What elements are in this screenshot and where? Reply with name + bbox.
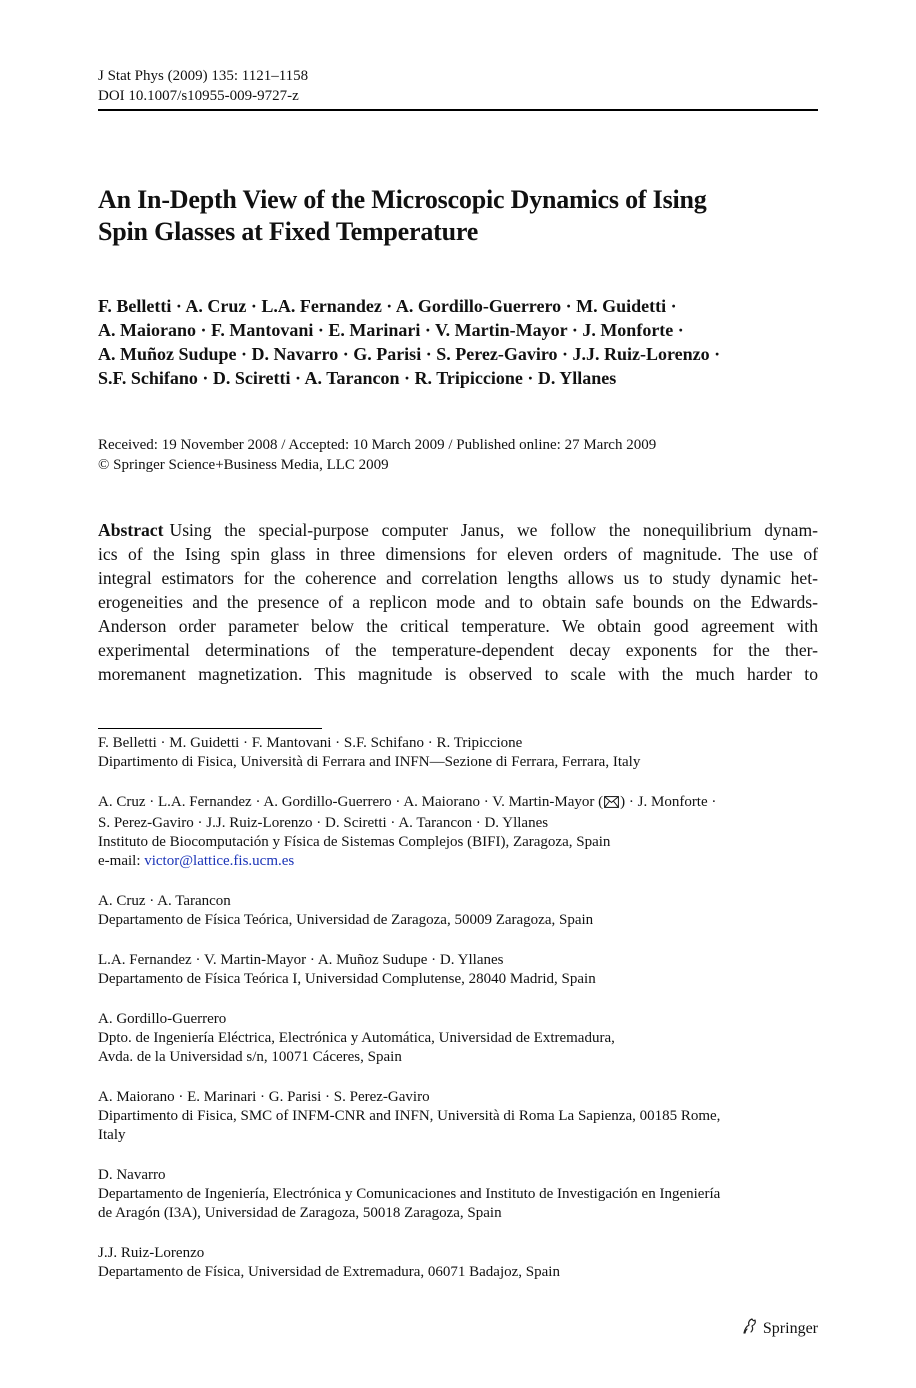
affiliation-authors: A. Maiorano · E. Marinari · G. Parisi · S. Perez-Gaviro	[98, 1089, 430, 1105]
affiliation-institution: Instituto de Biocomputación y Física de Sistemas Complejos (BIFI), Zaragoza, Spain	[98, 834, 611, 850]
email-label: e-mail:	[98, 853, 145, 869]
affiliation-block	[98, 734, 818, 772]
affiliation-authors: A. Gordillo-Guerrero	[98, 1011, 227, 1027]
affiliation-authors: L.A. Fernandez · V. Martin-Mayor · A. Muñoz Sudupe · D. Yllanes	[98, 952, 504, 968]
author-list	[98, 294, 818, 390]
affiliation-institution: Departamento de Física Teórica, Universidad de Zaragoza, 50009 Zaragoza, Spain	[98, 912, 594, 928]
affiliation-address: Avda. de la Universidad s/n, 10071 Cáceres, Spain	[98, 1049, 402, 1065]
affiliation-authors-text: A. Cruz · L.A. Fernandez · A. Gordillo-Guerrero · A. Maiorano · V. Martin-Mayor (	[98, 794, 604, 810]
affiliation-authors: S. Perez-Gaviro · J.J. Ruiz-Lorenzo · D. Sciretti · A. Tarancon · D. Yllanes	[98, 815, 549, 831]
abstract	[98, 518, 818, 686]
affiliation-authors-text: ) · J. Monforte ·	[620, 794, 717, 810]
affiliation-block	[98, 793, 818, 871]
affiliation-block	[98, 1088, 818, 1145]
footnote-rule	[98, 728, 322, 729]
affiliation-institution: Departamento de Física, Universidad de Extremadura, 06071 Badajoz, Spain	[98, 1264, 560, 1280]
abstract-line: moremanent magnetization. This magnitude is observed to scale with the much harder to	[98, 664, 818, 684]
springer-horse-icon	[741, 1317, 759, 1341]
affiliation-authors: F. Belletti · M. Guidetti · F. Mantovani · S.F. Schifano · R. Tripiccione	[98, 735, 523, 751]
affiliation-authors: D. Navarro	[98, 1167, 166, 1183]
author-line: S.F. Schifano · D. Sciretti · A. Tarancon · R. Tripiccione · D. Yllanes	[98, 368, 617, 388]
author-line: F. Belletti · A. Cruz · L.A. Fernandez · A. Gordillo-Guerrero · M. Guidetti ·	[98, 296, 677, 316]
paper-title	[98, 184, 818, 248]
affiliation-institution: Departamento de Ingeniería, Electrónica y Comunicaciones and Instituto de Investigación en Ingeniería	[98, 1186, 721, 1202]
affiliations	[98, 734, 818, 1303]
envelope-icon	[604, 795, 619, 814]
journal-citation: J Stat Phys (2009) 135: 1121–1158	[98, 68, 309, 84]
author-line: A. Muñoz Sudupe · D. Navarro · G. Parisi · S. Perez-Gaviro · J.J. Ruiz-Lorenzo ·	[98, 344, 721, 364]
affiliation-block	[98, 1244, 818, 1282]
abstract-text: Using the special-purpose computer Janus, we follow the nonequilibrium dynam-	[169, 520, 818, 540]
author-line: A. Maiorano · F. Mantovani · E. Marinari · V. Martin-Mayor · J. Monforte ·	[98, 320, 684, 340]
received-accepted-line: Received: 19 November 2008 / Accepted: 10 March 2009 / Published online: 27 March 2009	[98, 437, 657, 453]
copyright-line: © Springer Science+Business Media, LLC 2009	[98, 457, 389, 473]
abstract-line: ics of the Ising spin glass in three dimensions for eleven orders of magnitude. The use of	[98, 544, 818, 564]
affiliation-institution: Departamento de Física Teórica I, Universidad Complutense, 28040 Madrid, Spain	[98, 971, 596, 987]
affiliation-block	[98, 1166, 818, 1223]
publisher-logo	[741, 1317, 818, 1341]
affiliation-block	[98, 1010, 818, 1067]
affiliation-authors	[98, 793, 818, 814]
affiliation-institution: Dipartimento di Fisica, SMC of INFM-CNR and INFN, Università di Roma La Sapienza, 00185 Rome,	[98, 1108, 721, 1124]
abstract-line: experimental determinations of the temperature-dependent decay exponents for the ther-	[98, 640, 818, 660]
paper-title-line: An In-Depth View of the Microscopic Dynamics of Ising	[98, 185, 707, 214]
affiliation-institution: Dipartimento di Fisica, Università di Ferrara and INFN—Sezione di Ferrara, Ferrara, Italy	[98, 754, 641, 770]
affiliation-address: Italy	[98, 1127, 126, 1143]
header-rule	[98, 109, 818, 111]
affiliation-authors: J.J. Ruiz-Lorenzo	[98, 1245, 205, 1261]
affiliation-authors: A. Cruz · A. Tarancon	[98, 893, 231, 909]
abstract-line: erogeneities and the presence of a replicon mode and to obtain safe bounds on the Edwards-	[98, 592, 818, 612]
doi-line: DOI 10.1007/s10955-009-9727-z	[98, 88, 299, 104]
abstract-label: Abstract	[98, 520, 164, 540]
email-link[interactable]: victor@lattice.fis.ucm.es	[144, 853, 295, 869]
paper-page	[98, 0, 818, 1388]
affiliation-institution: Dpto. de Ingeniería Eléctrica, Electrónica y Automática, Universidad de Extremadura,	[98, 1030, 615, 1046]
affiliation-block	[98, 951, 818, 989]
publisher-name: Springer	[762, 1320, 818, 1337]
paper-title-line: Spin Glasses at Fixed Temperature	[98, 217, 479, 246]
abstract-line	[98, 518, 818, 542]
abstract-line: integral estimators for the coherence and correlation lengths allows us to study dynamic het-	[98, 568, 818, 588]
affiliation-block	[98, 892, 818, 930]
email-line	[98, 852, 818, 871]
abstract-line: Anderson order parameter below the critical temperature. We obtain good agreement with	[98, 616, 818, 636]
publication-dates	[98, 435, 656, 475]
affiliation-address: de Aragón (I3A), Universidad de Zaragoza, 50018 Zaragoza, Spain	[98, 1205, 502, 1221]
journal-header	[98, 66, 308, 106]
